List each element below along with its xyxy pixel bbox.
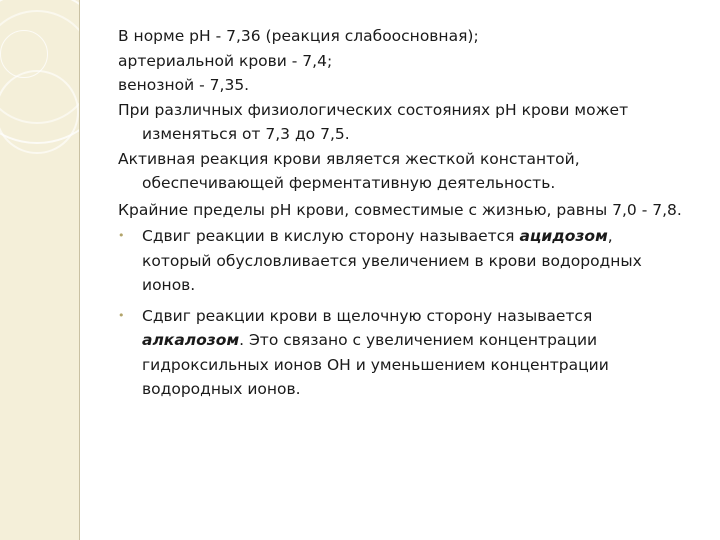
decorative-circle	[0, 30, 48, 78]
text-line: артериальной крови - 7,4;	[118, 51, 333, 70]
bullet-acidosis	[118, 224, 710, 298]
term-alkalosis: алкалозом	[142, 331, 240, 349]
decorative-circle	[0, 70, 79, 154]
text-line	[142, 224, 710, 249]
text-line: В норме рН - 7,36 (реакция слабоосновная);	[118, 27, 479, 45]
text-line: При различных физиологических состояниях рН крови может	[118, 100, 629, 119]
text-run: ,	[607, 227, 613, 245]
slide-text	[118, 24, 710, 402]
text-run: . Это связано с увеличением концентрации	[239, 331, 598, 349]
text-line: Сдвиг реакции крови в щелочную сторону называется	[142, 306, 593, 325]
text-line: гидроксильных ионов ОН и уменьшением концентрации	[142, 355, 609, 374]
text-line: Крайние пределы рН крови, совместимые с жизнью, равны 7,0 - 7,8.	[118, 200, 682, 219]
bullet-alkalosis	[118, 304, 710, 402]
text-line: Активная реакция крови является жесткой константой,	[118, 149, 580, 168]
paragraph-constant	[118, 147, 710, 196]
text-run: Сдвиг реакции в кислую сторону называется	[142, 227, 520, 245]
bullet-icon: •	[118, 308, 125, 322]
term-acidosis: ацидозом	[519, 227, 608, 245]
decorative-side-panel	[0, 0, 80, 540]
text-line: венозной - 7,35.	[118, 76, 250, 94]
bullet-icon: •	[118, 229, 125, 242]
text-line: который обусловливается увеличением в крови водородных	[142, 251, 642, 270]
text-line: обеспечивающей ферментативную деятельность.	[142, 174, 556, 192]
text-line: ионов.	[142, 276, 196, 294]
text-line: водородных ионов.	[142, 380, 301, 398]
paragraph-ph-range	[118, 98, 710, 147]
text-line	[142, 328, 710, 353]
text-line: изменяться от 7,3 до 7,5.	[142, 125, 350, 143]
